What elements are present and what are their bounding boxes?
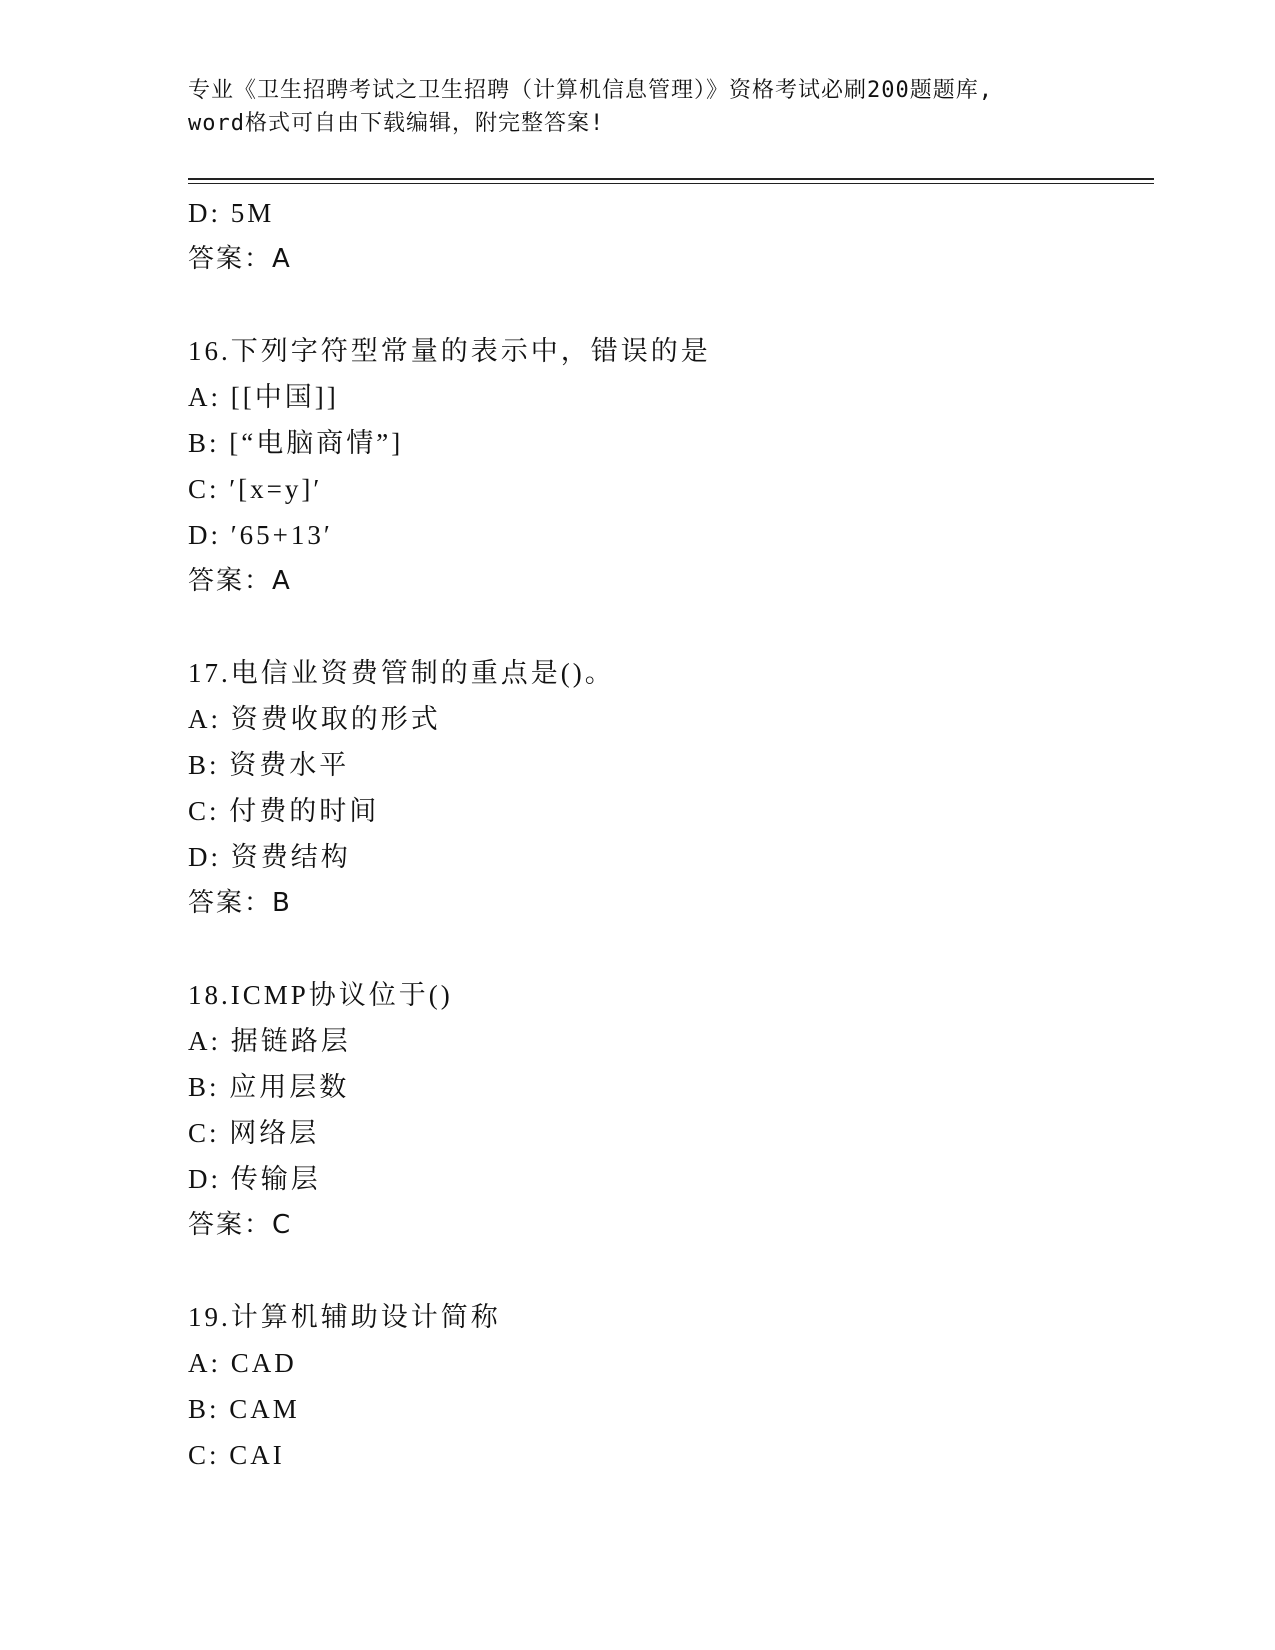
spacer xyxy=(188,1248,1148,1294)
option-a: A: 据链路层 xyxy=(188,1026,351,1056)
header-line-2: word格式可自由下载编辑，附完整答案! xyxy=(188,111,605,136)
option-d: D: ′65+13′ xyxy=(188,520,333,550)
option-c: C: 付费的时间 xyxy=(188,796,380,826)
answer: 答案：A xyxy=(188,566,292,596)
question-title: 17.电信业资费管制的重点是()。 xyxy=(188,658,615,688)
question-19 xyxy=(188,1294,1148,1478)
spacer xyxy=(188,282,1148,328)
option-c: C: CAI xyxy=(188,1440,285,1470)
answer: 答案：B xyxy=(188,888,292,918)
option-a: A: 资费收取的形式 xyxy=(188,704,441,734)
option-d: D: 传输层 xyxy=(188,1164,321,1194)
document-header xyxy=(188,74,1088,140)
option-b: B: [“电脑商情”] xyxy=(188,428,404,458)
spacer xyxy=(188,604,1148,650)
option-d: D: 资费结构 xyxy=(188,842,351,872)
spacer xyxy=(188,926,1148,972)
question-list xyxy=(188,190,1148,1478)
answer: 答案：C xyxy=(188,1210,293,1240)
header-divider-thick xyxy=(188,178,1154,180)
option-b: B: CAM xyxy=(188,1394,300,1424)
question-16 xyxy=(188,328,1148,604)
option-c: C: ′[x=y]′ xyxy=(188,474,323,504)
question-title: 19.计算机辅助设计简称 xyxy=(188,1302,501,1332)
prev-option-d: D: 5M xyxy=(188,198,275,228)
option-b: B: 应用层数 xyxy=(188,1072,350,1102)
option-a: A: CAD xyxy=(188,1348,297,1378)
question-title: 18.ICMP协议位于() xyxy=(188,980,453,1010)
option-b: B: 资费水平 xyxy=(188,750,350,780)
option-a: A: [[中国]] xyxy=(188,382,339,412)
question-18 xyxy=(188,972,1148,1248)
option-c: C: 网络层 xyxy=(188,1118,320,1148)
prev-answer: 答案：A xyxy=(188,244,292,274)
question-17 xyxy=(188,650,1148,926)
header-line-1: 专业《卫生招聘考试之卫生招聘（计算机信息管理）》资格考试必刷200题题库, xyxy=(188,78,993,103)
header-divider-thin xyxy=(188,183,1154,184)
question-title: 16.下列字符型常量的表示中，错误的是 xyxy=(188,336,711,366)
